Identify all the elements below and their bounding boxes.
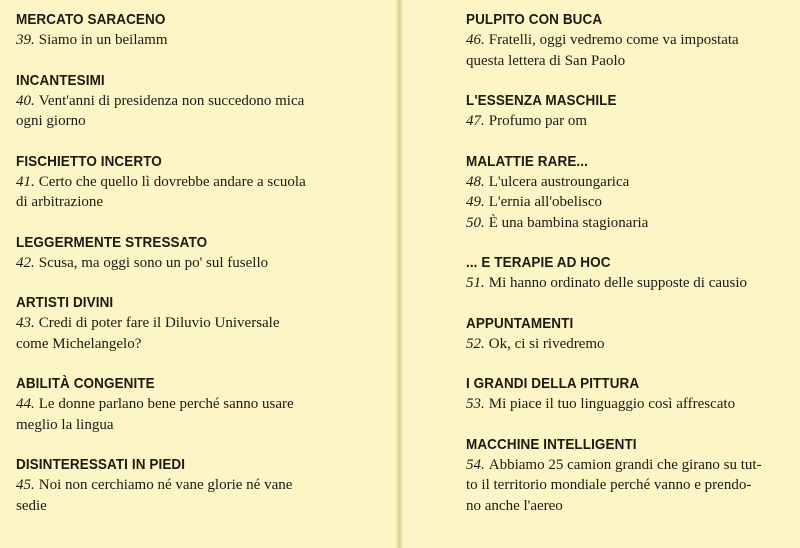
entry-line — [16, 91, 386, 112]
entry-line — [16, 253, 386, 274]
joke-entry — [466, 435, 792, 517]
entry-title: L'ESSENZA MASCHILE — [466, 92, 617, 109]
entry-line — [466, 51, 792, 72]
joke-text: Vent'anni di presidenza non succedono mica — [38, 92, 305, 109]
joke-text: Noi non cerchiamo né vane glorie né vane — [38, 477, 293, 493]
entry-line — [16, 313, 386, 334]
joke-text: Scusa, ma oggi sono un po' sul fusello — [38, 254, 269, 271]
joke-entry — [466, 314, 792, 355]
joke-number: 50. — [466, 214, 485, 231]
joke-number: 47. — [466, 113, 485, 129]
entry-title: FISCHIETTO INCERTO — [16, 152, 162, 170]
entry-title: PULPITO CON BUCA — [466, 11, 603, 28]
entry-title: ARTISTI DIVINI — [16, 294, 114, 311]
entry-line — [16, 475, 386, 496]
entry-line — [466, 496, 792, 517]
joke-text: Abbiamo 25 camion grandi che girano su tut- — [488, 456, 762, 473]
right-entries — [466, 10, 792, 536]
entry-line — [466, 192, 792, 213]
joke-entry — [16, 71, 386, 132]
joke-entry — [466, 152, 792, 234]
entry-line — [466, 213, 792, 234]
joke-entry — [16, 152, 386, 213]
joke-entry — [16, 10, 386, 51]
joke-text: no anche l'aereo — [466, 497, 563, 514]
joke-text: Ok, ci si rivedremo — [488, 335, 605, 352]
joke-number: 51. — [466, 275, 485, 291]
entry-line — [16, 496, 386, 517]
right-page — [402, 0, 800, 548]
joke-text: Credi di poter fare il Diluvio Universale — [38, 315, 280, 331]
joke-entry — [16, 233, 386, 274]
joke-number: 42. — [16, 254, 35, 271]
joke-entry — [16, 455, 386, 516]
joke-text: di arbitrazione — [16, 194, 104, 210]
entry-line — [466, 334, 792, 355]
joke-text: questa lettera di San Paolo — [466, 52, 626, 69]
entry-line — [466, 394, 792, 415]
joke-text: sedie — [16, 497, 47, 514]
joke-text: ogni giorno — [16, 113, 86, 129]
joke-entry — [466, 253, 792, 294]
joke-text: È una bambina stagionaria — [488, 214, 649, 231]
entry-title: ABILITÀ CONGENITE — [16, 375, 155, 392]
entry-line — [16, 192, 386, 213]
joke-text: meglio la lingua — [16, 416, 114, 433]
left-entries — [16, 10, 386, 536]
joke-number: 39. — [16, 32, 35, 48]
entry-line — [466, 30, 792, 51]
joke-number: 45. — [16, 477, 35, 493]
joke-number: 46. — [466, 32, 485, 48]
joke-entry — [466, 374, 792, 415]
joke-text: Fratelli, oggi vedremo come va impostata — [488, 32, 739, 48]
entry-title: ... E TERAPIE AD HOC — [466, 254, 611, 271]
joke-number: 40. — [16, 92, 35, 109]
joke-text: Siamo in un beilamm — [38, 32, 168, 48]
entry-line — [466, 111, 792, 132]
entry-title: DISINTERESSATI IN PIEDI — [16, 456, 186, 473]
joke-text: Mi piace il tuo linguaggio così affrescato — [488, 396, 736, 412]
entry-title: APPUNTAMENTI — [466, 314, 574, 332]
joke-entry — [466, 91, 792, 132]
joke-text: L'ernia all'obelisco — [488, 194, 603, 210]
joke-entry — [466, 10, 792, 71]
entry-title: LEGGERMENTE STRESSATO — [16, 233, 208, 251]
joke-number: 49. — [466, 194, 485, 210]
entry-line — [16, 334, 386, 355]
joke-text: to il territorio mondiale perché vanno e prendo- — [466, 477, 752, 493]
entry-line — [466, 273, 792, 294]
joke-text: L'ulcera austroungarica — [488, 173, 630, 190]
joke-entry — [16, 293, 386, 354]
entry-title: MACCHINE INTELLIGENTI — [466, 435, 637, 453]
joke-text: Profumo par om — [488, 113, 588, 129]
joke-number: 48. — [466, 173, 485, 190]
joke-number: 54. — [466, 456, 485, 473]
entry-line — [466, 475, 792, 496]
entry-title: I GRANDI DELLA PITTURA — [466, 375, 640, 392]
joke-number: 52. — [466, 335, 485, 352]
left-page — [0, 0, 398, 548]
entry-line — [16, 394, 386, 415]
entry-title: INCANTESIMI — [16, 71, 105, 89]
joke-text: Mi hanno ordinato delle supposte di causio — [488, 275, 748, 291]
joke-text: come Michelangelo? — [16, 335, 142, 352]
entry-title: MERCATO SARACENO — [16, 11, 166, 28]
entry-line — [16, 111, 386, 132]
joke-number: 53. — [466, 396, 485, 412]
entry-title: MALATTIE RARE... — [466, 152, 588, 170]
entry-line — [16, 415, 386, 436]
entry-line — [16, 172, 386, 193]
joke-number: 44. — [16, 396, 35, 412]
joke-text: Le donne parlano bene perché sanno usare — [38, 396, 294, 412]
joke-number: 41. — [16, 173, 35, 190]
entry-line — [16, 30, 386, 51]
joke-number: 43. — [16, 315, 35, 331]
entry-line — [466, 172, 792, 193]
entry-line — [466, 455, 792, 476]
joke-text: Certo che quello lì dovrebbe andare a scuola — [38, 173, 306, 190]
joke-entry — [16, 374, 386, 435]
